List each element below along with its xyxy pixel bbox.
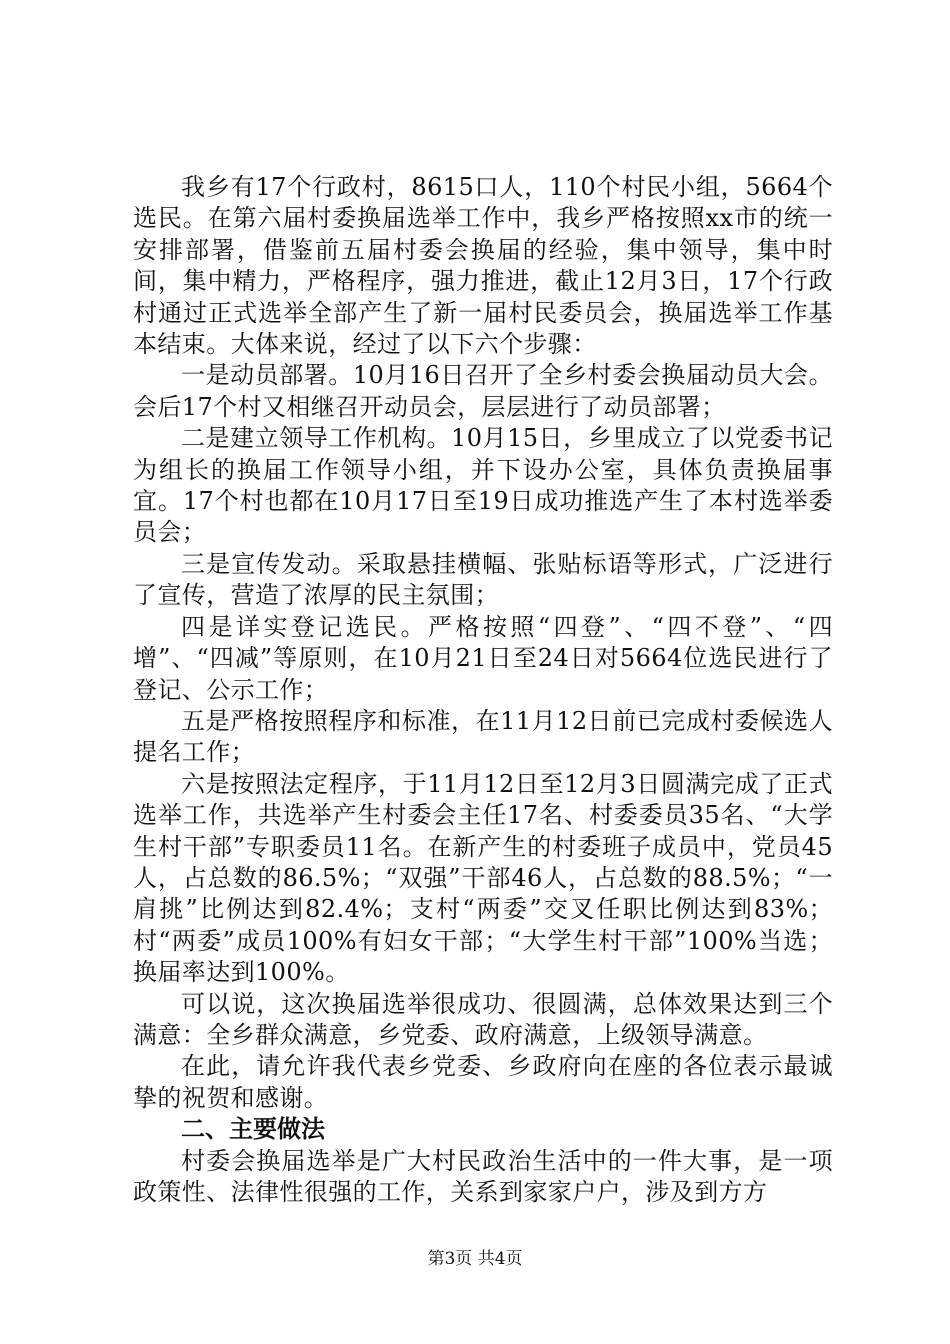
paragraph-step-5: 五是严格按照程序和标准，在11月12日前已完成村委候选人提名工作； (133, 706, 833, 767)
section-heading: 二、主要做法 (181, 1115, 325, 1144)
paragraph-step-6: 六是按照法定程序，于11月12日至12月3日圆满完成了正式选举工作，共选举产生村委会主任17名、村委委员35名、“大学生村干部”专职委员11名。在新产生的村委班子成员中，党员45人，占总数的86.5%；“双强”干部46人，占总数的88.5%；“一肩挑”比例达到82.4%；支村“两委”交叉任职比例达到83%；村“两委”成员100%有妇女干部；“大学生村干部”100%当选；换届率达到100%。 (133, 769, 833, 987)
paragraph-intro: 我乡有17个行政村，8615口人，110个村民小组，5664个选民。在第六届村委换届选举工作中，我乡严格按照xx市的统一安排部署，借鉴前五届村委会换届的经验，集中领导，集中时间，集中精力，严格程序，强力推进，截止12月3日，17个行政村通过正式选举全部产生了新一届村民委员会，换届选举工作基本结束。大体来说，经过了以下六个步骤： (133, 173, 833, 359)
paragraph-step-2: 二是建立领导工作机构。10月15日，乡里成立了以党委书记为组长的换届工作领导小组，并下设办公室，具体负责换届事宜。17个村也都在10月17日至19日成功推选产生了本村选举委员会； (133, 424, 833, 547)
paragraph-summary: 可以说，这次换届选举很成功、很圆满，总体效果达到三个满意：全乡群众满意，乡党委、政府满意，上级领导满意。 (133, 989, 833, 1049)
paragraph-step-3: 三是宣传发动。采取悬挂横幅、张贴标语等形式，广泛进行了宣传，营造了浓厚的民主氛围； (133, 549, 833, 610)
paragraph-section-intro: 村委会换届选举是广大村民政治生活中的一件大事，是一项政策性、法律性很强的工作，关系到家家户户，涉及到方方 (133, 1146, 833, 1206)
page-footer: 第3页 共4页 (427, 1249, 523, 1269)
paragraph-thanks: 在此，请允许我代表乡党委、乡政府向在座的各位表示最诚挚的祝贺和感谢。 (133, 1052, 833, 1112)
paragraph-step-1: 一是动员部署。10月16日召开了全乡村委会换届动员大会。会后17个村又相继召开动员会，层层进行了动员部署； (133, 361, 833, 421)
document-body (133, 172, 833, 1208)
paragraph-step-4: 四是详实登记选民。严格按照“四登”、“四不登”、“四增”、“四减”等原则，在10月21日至24日对5664位选民进行了登记、公示工作； (133, 612, 833, 704)
